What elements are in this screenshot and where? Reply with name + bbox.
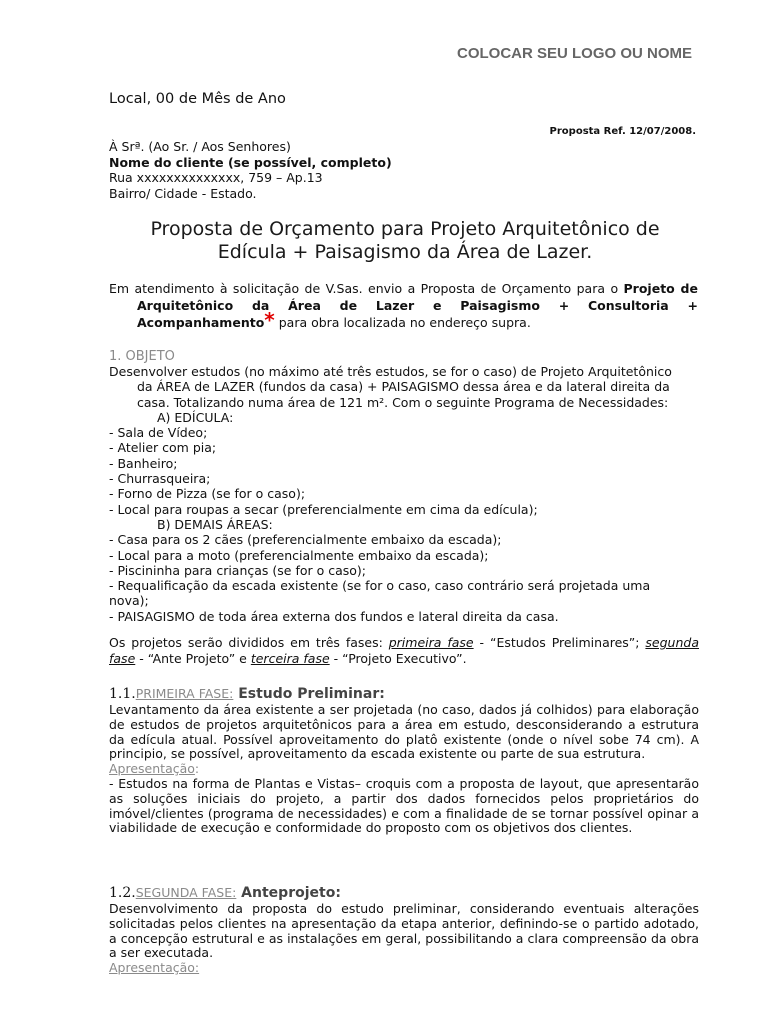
subheading-demais-areas: B) DEMAIS ÁREAS: <box>157 516 273 532</box>
section-heading-objeto: 1. OBJETO <box>109 349 175 364</box>
section-heading <box>109 685 699 703</box>
phase-2-link-text-cont: fase <box>109 650 136 666</box>
phase-2-link-text: segunda <box>645 635 699 650</box>
phases-text: - “Projeto Executivo”. <box>329 650 467 666</box>
intro-line-2 <box>109 297 698 314</box>
section-segunda-fase <box>109 884 699 976</box>
phases-text: - “Estudos Preliminares”; <box>473 635 646 650</box>
phases-paragraph <box>109 635 699 666</box>
phase-label: SEGUNDA FASE: <box>135 885 237 900</box>
phase-3-link-text: terceira fase <box>250 650 330 666</box>
objeto-desc-2: da ÁREA de LAZER (fundos da casa) + PAISAGISMO dessa área e da lateral direita da <box>137 379 670 395</box>
list-item: - Local para a moto (preferencialmente embaixo da escada); <box>109 547 489 563</box>
section-heading <box>109 884 699 902</box>
list-item: - PAISAGISMO de toda área externa dos fundos e lateral direita da casa. <box>109 608 559 624</box>
phases-text: Os projetos serão divididos em três fases: <box>109 635 389 650</box>
address-city: Bairro/ Cidade - Estado. <box>109 185 257 201</box>
phases-line-1 <box>109 635 699 651</box>
phases-line-2 <box>109 651 699 667</box>
apresentacao-text: Apresentação: <box>109 960 200 976</box>
phase-label: PRIMEIRA FASE: <box>135 686 234 701</box>
intro-bold-3: Acompanhamento <box>137 315 265 330</box>
subheading-edicula: A) EDÍCULA: <box>157 409 234 425</box>
list-item: - Piscininha para crianças (se for o caso); <box>109 562 367 578</box>
apresentacao-label <box>109 762 699 777</box>
phases-text: - “Ante Projeto” e <box>135 650 251 666</box>
asterisk-mark: * <box>264 308 275 332</box>
phase-name: Estudo Preliminar: <box>233 686 385 702</box>
section-primeira-fase <box>109 685 699 836</box>
local-date: Local, 00 de Mês de Ano <box>109 91 286 107</box>
intro-line-3 <box>109 308 698 332</box>
list-item: - Churrasqueira; <box>109 471 211 487</box>
intro-line-1 <box>109 280 698 297</box>
list-item: - Requalificação da escada existente (se for o caso, caso contrário será projetada uma <box>109 578 651 594</box>
list-item: - Casa para os 2 cães (preferencialmente embaixo da escada); <box>109 532 502 548</box>
intro-paragraph <box>109 280 698 331</box>
logo-placeholder: COLOCAR SEU LOGO OU NOME <box>456 45 692 62</box>
list-item: - Forno de Pizza (se for o caso); <box>109 486 306 502</box>
list-item: - Sala de Vídeo; <box>109 425 208 441</box>
section-number: 1.1. <box>109 686 136 702</box>
phase-1-link-text: primeira fase <box>388 635 474 650</box>
intro-text: Em atendimento à solicitação de V.Sas. envio a Proposta de Orçamento para o <box>109 281 624 296</box>
objeto-desc-3: casa. Totalizando numa área de 121 m². Com o seguinte Programa de Necessidades: <box>137 394 669 410</box>
intro-bold-1: Projeto de <box>623 281 698 296</box>
apresentacao-label <box>109 961 699 976</box>
intro-bold-2: Arquitetônico da Área de Lazer e Paisagismo + Consultoria + <box>137 298 698 313</box>
list-item: - Atelier com pia; <box>109 440 217 456</box>
client-name: Nome do cliente (se possível, completo) <box>109 154 392 170</box>
intro-post: para obra localizada no endereço supra. <box>274 315 531 330</box>
section-body: Desenvolvimento da proposta do estudo preliminar, considerando eventuais alterações solicitadas pelos clientes na apresentação da etapa anterior, definindo-se o partido adotado, a concepção estrutural e as instalações em geral, possibilitando a clara compreensão da obra a ser executada. <box>109 901 699 961</box>
section-number: 1.2. <box>109 885 136 901</box>
apresentacao-body: - Estudos na forma de Plantas e Vistas– croquis com a proposta de layout, que apresentarão as soluções iniciais do projeto, a partir dos dados fornecidos pelos proprietários do imóvel/clientes (programa de necessidades) e com a finalidade de se tornar possível opinar a viabilidade de execução e conformidade do proposto com os objetivos dos clientes. <box>109 775 699 836</box>
document-title <box>100 218 710 264</box>
proposal-reference: Proposta Ref. 12/07/2008. <box>549 126 696 137</box>
list-item: - Banheiro; <box>109 455 178 471</box>
objeto-body <box>109 364 699 624</box>
address-salutation: À Srª. (Ao Sr. / Aos Senhores) <box>109 139 291 154</box>
title-line-1: Proposta de Orçamento para Projeto Arquitetônico de <box>150 218 660 240</box>
objeto-desc-1: Desenvolver estudos (no máximo até três estudos, se for o caso) de Projeto Arquitetônico <box>109 364 672 379</box>
apresentacao-colon: : <box>194 761 200 777</box>
phase-name: Anteprojeto: <box>236 885 341 901</box>
apresentacao-text: Apresentação <box>109 761 195 777</box>
title-line-2: Edícula + Paisagismo da Área de Lazer. <box>217 241 593 263</box>
section-body: Levantamento da área existente a ser projetada (no caso, dados já colhidos) para elaboração de estudos de projetos arquitetônicos para a área em estudo, desconsiderando a estrutura da edícula atual. Possível aproveitamento do platô existente (onde o nível sobe 74 cm). A principio, se possível, aproveitamento da escada existente ou parte de sua estrutura. <box>109 702 699 762</box>
address-street: Rua xxxxxxxxxxxxxx, 759 – Ap.13 <box>109 170 323 185</box>
list-item: nova); <box>109 593 149 609</box>
list-item: - Local para roupas a secar (preferencialmente em cima da edícula); <box>109 501 538 517</box>
recipient-address <box>109 139 392 201</box>
